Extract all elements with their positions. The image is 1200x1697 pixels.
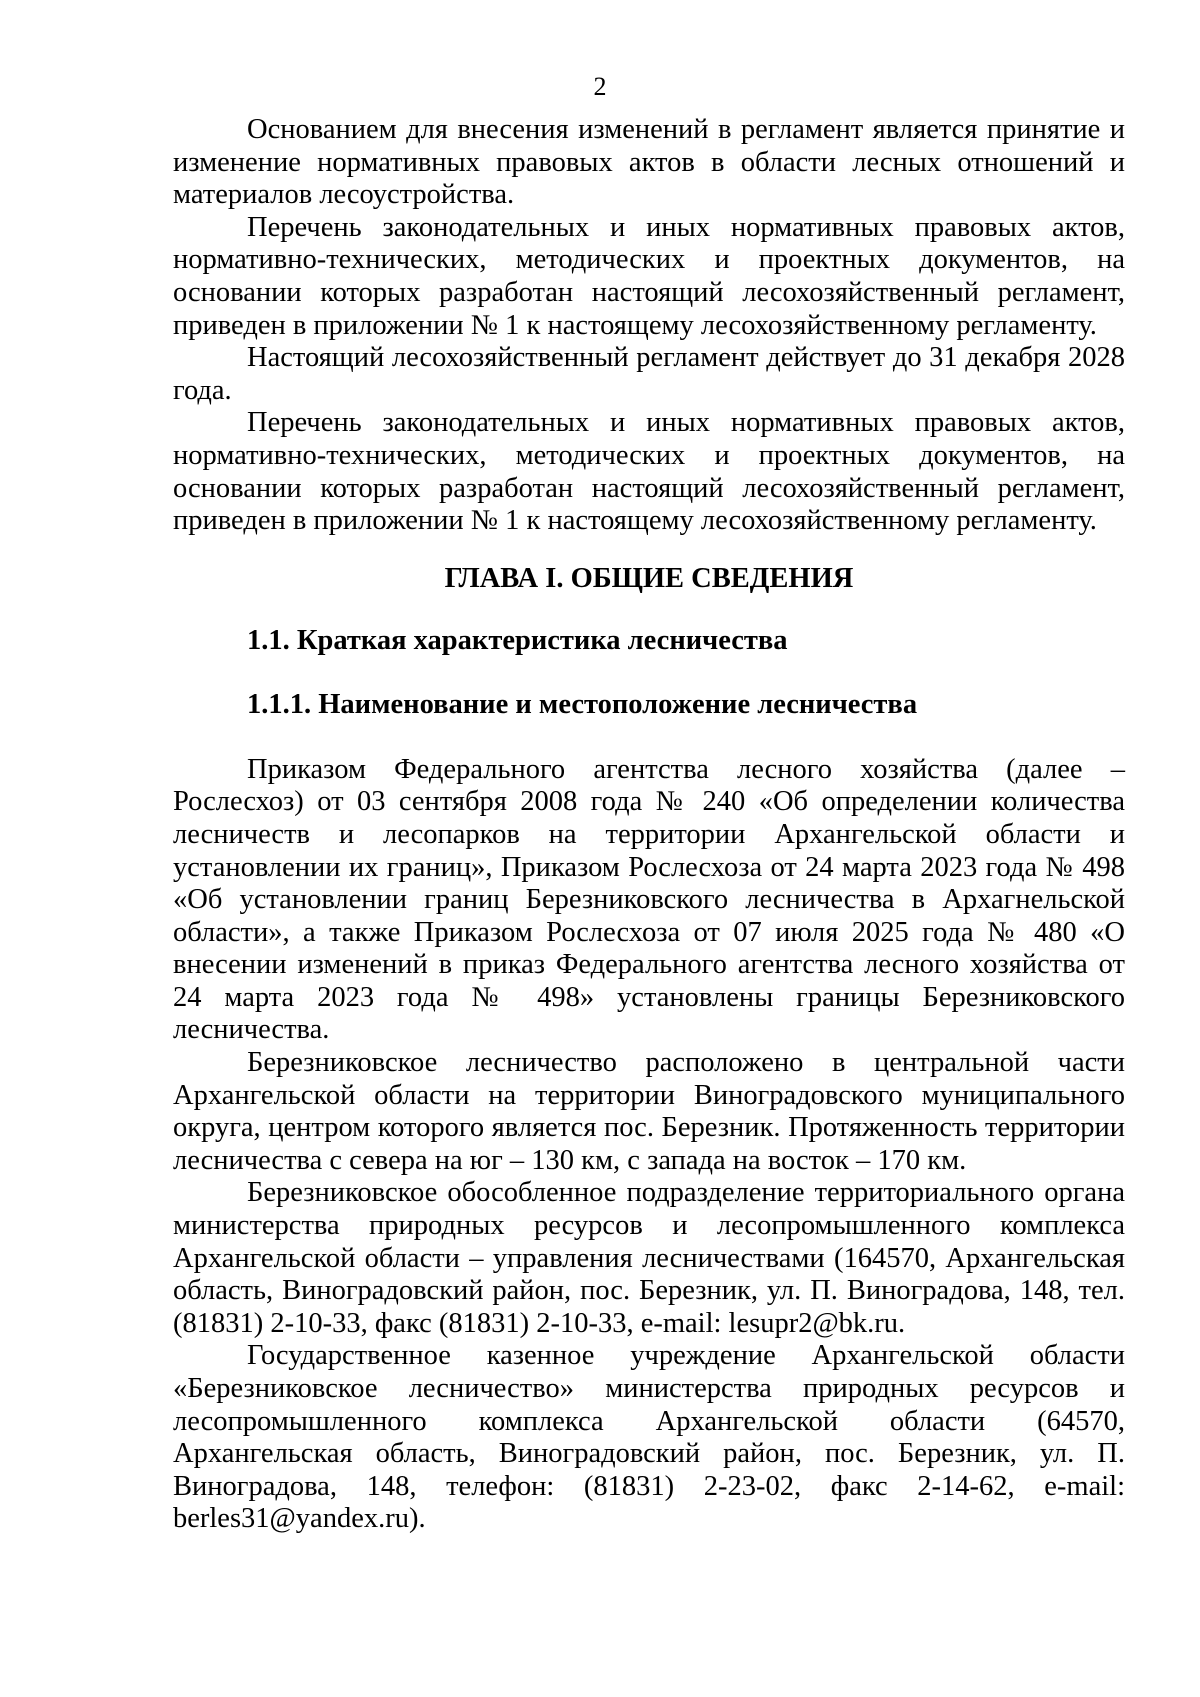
intro-paragraph: Перечень законодательных и иных нормативных правовых актов, нормативно-технических, методических и проектных документов, на основании которых разработан настоящий лесохозяйственный регламент, приведен в приложении № 1 к настоящему лесохозяйственному регламенту.: [173, 407, 1125, 537]
body-paragraphs: [173, 754, 1125, 1536]
section-title: 1.1. Краткая характеристика лесничества: [247, 624, 788, 656]
page-number: 2: [593, 72, 607, 101]
intro-paragraph: Основанием для внесения изменений в регламент является принятие и изменение нормативных правовых актов в области лесных отношений и материалов лесоустройства.: [173, 114, 1125, 211]
intro-paragraph: Перечень законодательных и иных нормативных правовых актов, нормативно-технических, методических и проектных документов, на основании которых разработан настоящий лесохозяйственный регламент, приведен в приложении № 1 к настоящему лесохозяйственному регламенту.: [173, 211, 1125, 341]
body-paragraph: Березниковское обособленное подразделение территориального органа министерства природных ресурсов и лесопромышленного комплекса Архангельской области – управления лесничествами (164570, Архангельская область, Виноградовский район, пос. Березник, ул. П. Виноградова, 148, тел. (81831) 2-10-33, факс (81831) 2-10-33, e-mail: lesupr2@bk.ru.: [173, 1177, 1125, 1339]
body-paragraph: Государственное казенное учреждение Архангельской области «Березниковское лесничество» министерства природных ресурсов и лесопромышленного комплекса Архангельской области (64570, Архангельская область, Виноградовский район, пос. Березник, ул. П. Виноградова, 148, телефон: (81831) 2-23-02, факс 2-14-62, e-mail: berles31@yandex.ru).: [173, 1340, 1125, 1535]
chapter-title: ГЛАВА I. ОБЩИЕ СВЕДЕНИЯ: [444, 562, 854, 594]
document-body: [173, 114, 1125, 1536]
subsection-title: 1.1.1. Наименование и местоположение лесничества: [247, 688, 918, 720]
body-paragraph: Березниковское лесничество расположено в центральной части Архангельской области на территории Виноградовского муниципального округа, центром которого является пос. Березник. Протяженность территории лесничества с севера на юг – 130 км, с запада на восток – 170 км.: [173, 1047, 1125, 1176]
intro-paragraph: Настоящий лесохозяйственный регламент действует до 31 декабря 2028 года.: [173, 342, 1125, 406]
body-paragraph: Приказом Федерального агентства лесного хозяйства (далее – Рослесхоз) от 03 сентября 2008 года № 240 «Об определении количества лесничеств и лесопарков на территории Архангельской области и установлении их границ», Приказом Рослесхоза от 24 марта 2023 года № 498 «Об установлении границ Березниковского лесничества в Архагнельской области», а также Приказом Рослесхоза от 07 июля 2025 года № 480 «О внесении изменений в приказ Федерального агентства лесного хозяйства от 24 марта 2023 года № 498» установлены границы Березниковского лесничества.: [173, 753, 1125, 1046]
